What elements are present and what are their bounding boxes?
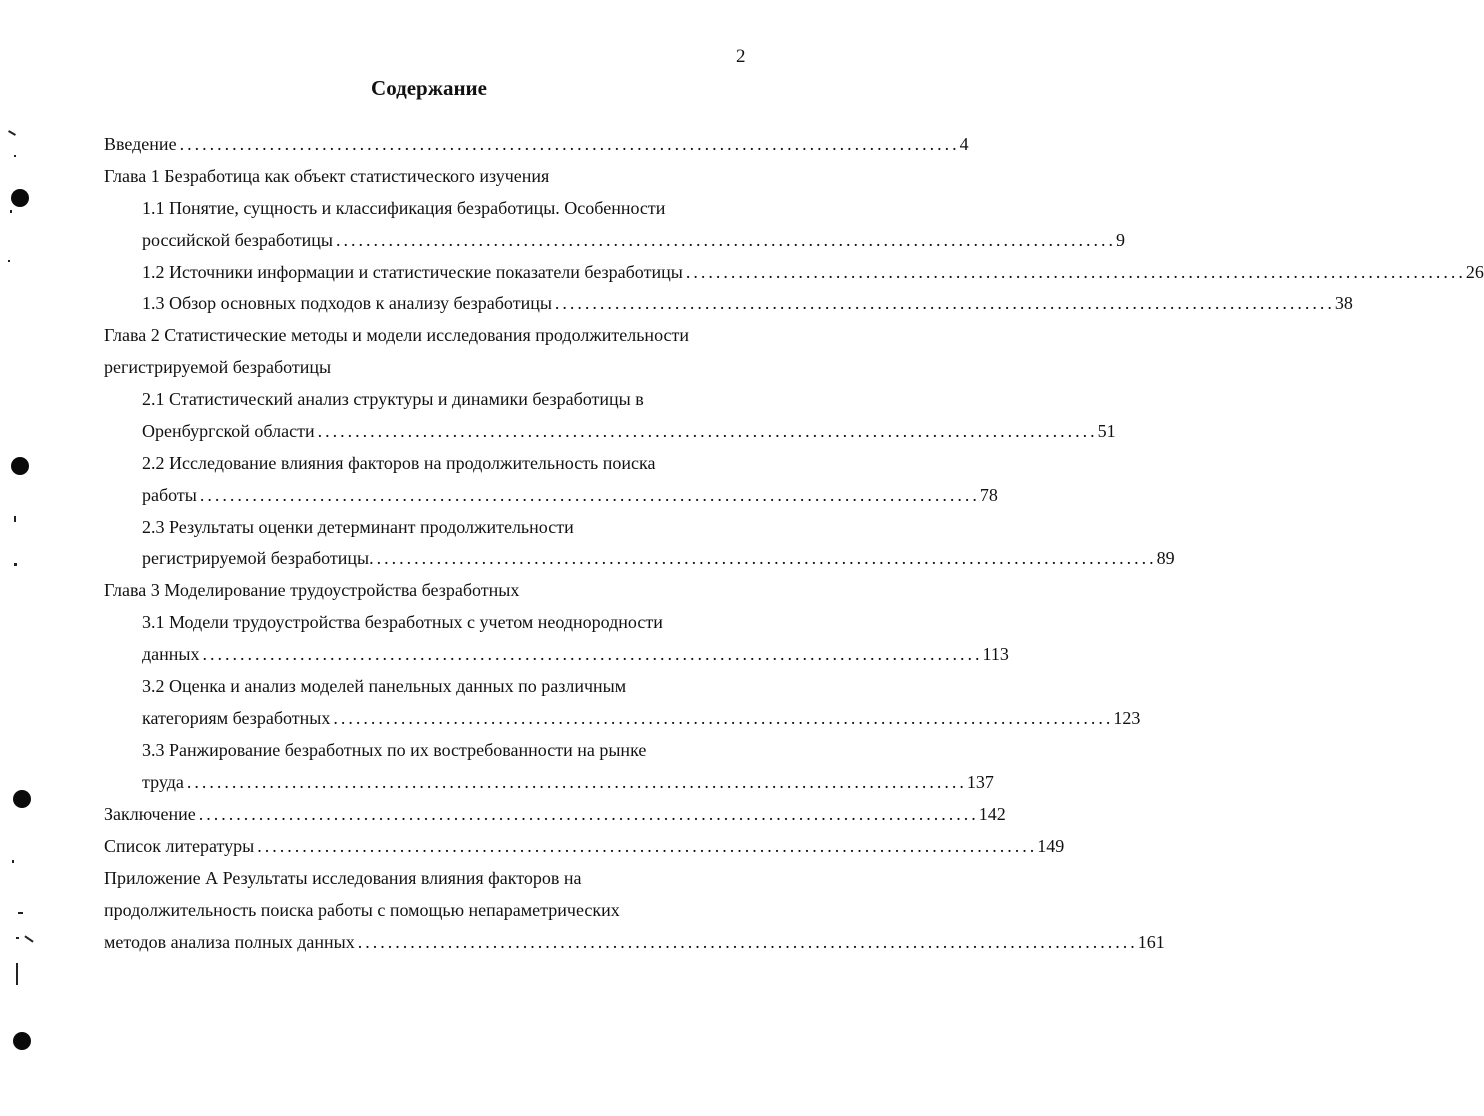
punch-hole-icon — [13, 1032, 31, 1050]
toc-entry-text: труда — [142, 772, 184, 792]
toc-entry-3-2[interactable] — [142, 706, 1141, 730]
toc-entry-page: 113 — [982, 644, 1009, 664]
scan-speck — [18, 912, 23, 914]
punch-hole-icon — [11, 189, 29, 207]
dot-leader: ........................................................................................................ — [336, 230, 1117, 250]
scan-speck — [8, 260, 10, 262]
toc-entry-text: Список литературы — [104, 836, 255, 856]
dot-leader: ........................................................................................................ — [186, 772, 967, 792]
toc-entry-appendix[interactable] — [104, 930, 1165, 954]
toc-entry-text: Введение — [104, 134, 177, 154]
toc-entry-text: работы — [142, 485, 197, 505]
page-number: 2 — [736, 46, 746, 67]
toc-entry-page: 38 — [1334, 293, 1353, 313]
dot-leader: ........................................................................................................ — [199, 485, 980, 505]
toc-entry-page: 51 — [1097, 421, 1116, 441]
toc-entry-3-2-line1[interactable]: 3.2 Оценка и анализ моделей панельных данных по различным — [142, 676, 627, 696]
toc-entry-2-2-line1[interactable]: 2.2 Исследование влияния факторов на продолжительность поиска — [142, 453, 656, 473]
toc-entry-page: 89 — [1156, 548, 1175, 568]
toc-entry-text: данных — [142, 644, 200, 664]
toc-entry-2-1[interactable] — [142, 419, 1116, 443]
toc-entry-conclusion[interactable] — [104, 802, 1006, 826]
toc-entry-3-3-line1[interactable]: 3.3 Ранжирование безработных по их востребованности на рынке — [142, 740, 647, 760]
dot-leader: ........................................................................................................ — [202, 644, 983, 664]
toc-entry-page: 9 — [1116, 230, 1126, 250]
dot-leader: ........................................................................................................ — [554, 293, 1335, 313]
toc-entry-2-3[interactable] — [142, 546, 1175, 570]
page-title: Содержание — [371, 76, 487, 100]
dot-leader: ........................................................................................................ — [685, 262, 1466, 282]
toc-entry-1-1-line1[interactable]: 1.1 Понятие, сущность и классификация безработицы. Особенности — [142, 198, 666, 218]
punch-hole-icon — [11, 457, 29, 475]
toc-chapter-2-line1[interactable]: Глава 2 Статистические методы и модели исследования продолжительности — [104, 325, 689, 345]
toc-entry-references[interactable] — [104, 834, 1065, 858]
scan-speck — [14, 516, 16, 522]
toc-entry-page: 142 — [978, 804, 1006, 824]
dot-leader: ........................................................................................................ — [317, 421, 1098, 441]
toc-entry-text: Оренбургской области — [142, 421, 315, 441]
toc-entry-3-1[interactable] — [142, 642, 1009, 666]
toc-entry-2-1-line1[interactable]: 2.1 Статистический анализ структуры и динамики безработицы в — [142, 389, 644, 409]
dot-leader: ........................................................................................................ — [357, 932, 1138, 952]
scan-speck — [24, 935, 33, 942]
toc-entry-intro[interactable] — [104, 132, 969, 156]
toc-entry-1-3[interactable] — [142, 291, 1353, 315]
toc-entry-text: 1.3 Обзор основных подходов к анализу безработицы — [142, 293, 552, 313]
toc-entry-2-3-line1[interactable]: 2.3 Результаты оценки детерминант продолжительности — [142, 517, 574, 537]
dot-leader: ........................................................................................................ — [333, 708, 1114, 728]
toc-entry-text: российской безработицы — [142, 230, 334, 250]
toc-entry-1-2[interactable] — [142, 260, 1484, 284]
toc-entry-page: 78 — [979, 485, 998, 505]
punch-hole-icon — [13, 790, 31, 808]
toc-entry-page: 4 — [959, 134, 969, 154]
scan-speck — [14, 155, 16, 157]
toc-chapter-1[interactable]: Глава 1 Безработица как объект статистического изучения — [104, 166, 550, 186]
toc-chapter-3[interactable]: Глава 3 Моделирование трудоустройства безработных — [104, 580, 520, 600]
scan-speck — [16, 937, 19, 939]
toc-entry-page: 26 — [1465, 262, 1484, 282]
dot-leader: ........................................................................................................ — [179, 134, 960, 154]
toc-entry-page: 123 — [1113, 708, 1141, 728]
toc-entry-1-1[interactable] — [142, 228, 1126, 252]
toc-entry-page: 149 — [1037, 836, 1065, 856]
scan-speck — [14, 563, 17, 566]
toc-entry-text: Заключение — [104, 804, 196, 824]
scan-speck — [16, 963, 18, 985]
toc-entry-text: категориям безработных — [142, 708, 331, 728]
toc-entry-page: 137 — [966, 772, 994, 792]
scan-speck — [12, 860, 14, 863]
scan-speck — [10, 210, 12, 213]
toc-entry-text: 1.2 Источники информации и статистические показатели безработицы — [142, 262, 683, 282]
toc-chapter-2-line2[interactable]: регистрируемой безработицы — [104, 357, 332, 377]
toc-appendix-line1[interactable]: Приложение А Результаты исследования влияния факторов на — [104, 868, 582, 888]
toc-entry-3-1-line1[interactable]: 3.1 Модели трудоустройства безработных с учетом неоднородности — [142, 612, 663, 632]
dot-leader: ........................................................................................................ — [198, 804, 979, 824]
toc-entry-3-3[interactable] — [142, 770, 994, 794]
toc-entry-page: 161 — [1137, 932, 1165, 952]
toc-entry-text: регистрируемой безработицы. — [142, 548, 374, 568]
toc-appendix-line2[interactable]: продолжительность поиска работы с помощью непараметрических — [104, 900, 620, 920]
dot-leader: ........................................................................................................ — [257, 836, 1038, 856]
scan-speck — [8, 130, 16, 136]
toc-entry-text: методов анализа полных данных — [104, 932, 355, 952]
toc-entry-2-2[interactable] — [142, 483, 998, 507]
dot-leader: ........................................................................................................ — [376, 548, 1157, 568]
